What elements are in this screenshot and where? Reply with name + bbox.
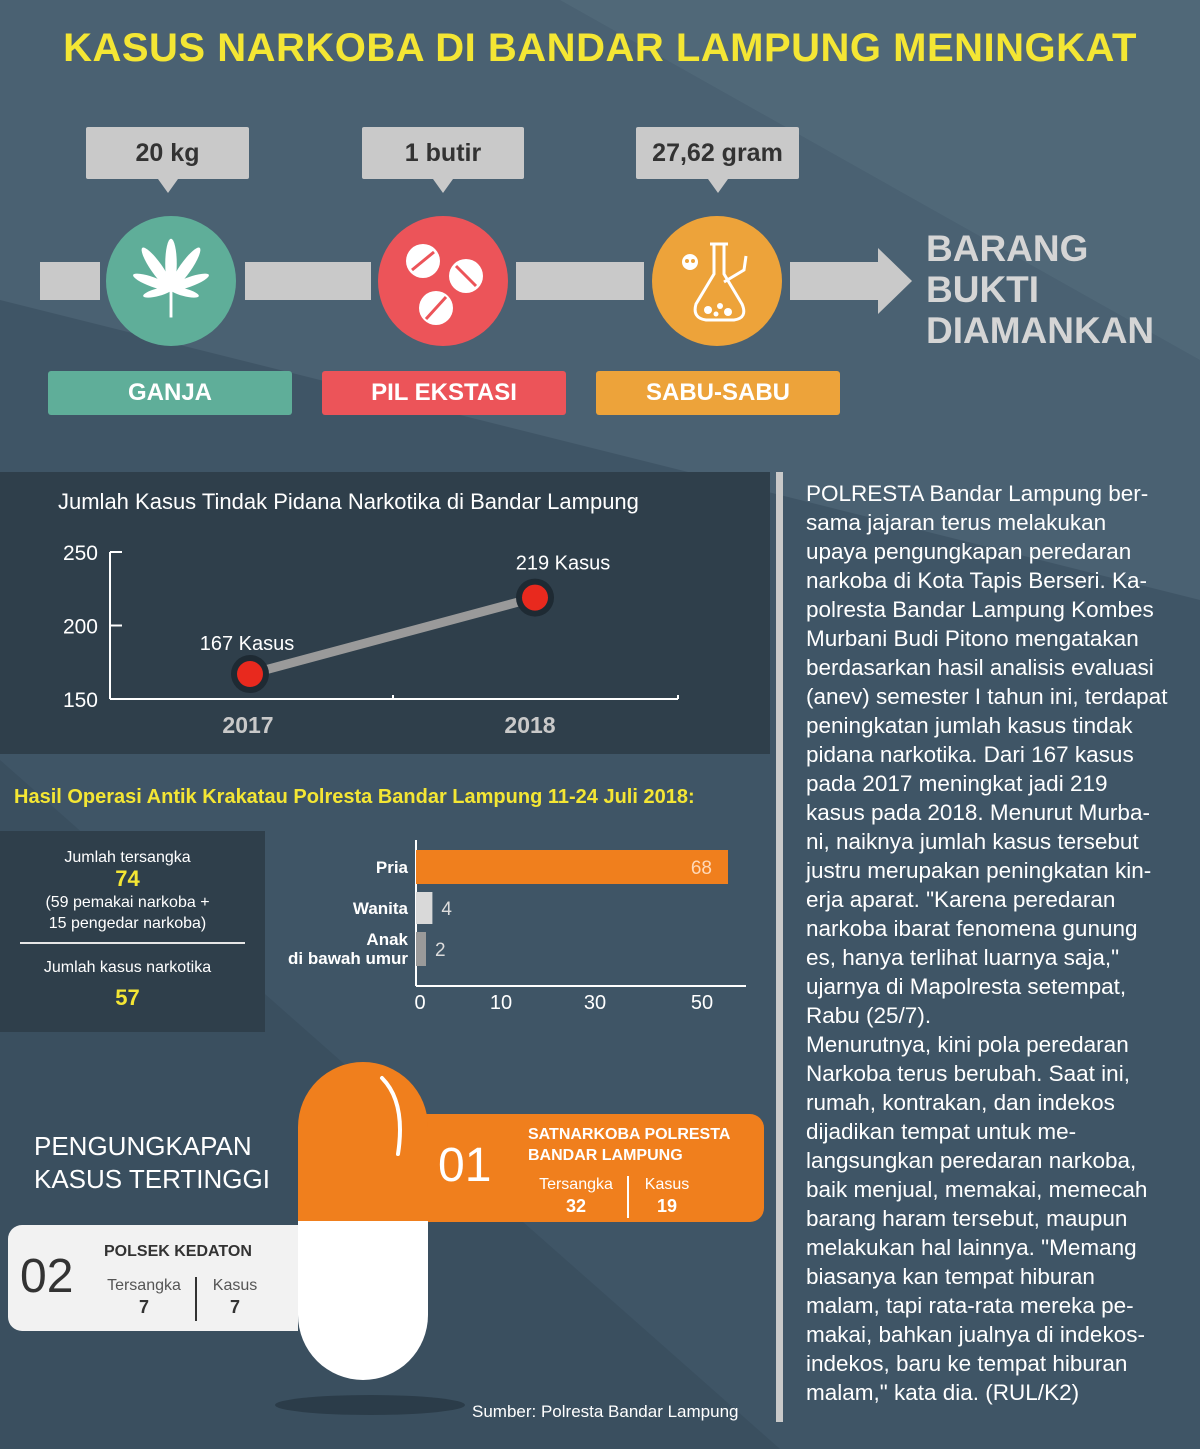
cases-value: 57 xyxy=(115,985,140,1010)
rank-1-name-2: BANDAR LAMPUNG xyxy=(528,1147,683,1164)
line-chart xyxy=(0,530,770,754)
sabu-amount-callout xyxy=(636,127,799,179)
flow-bar-4 xyxy=(790,262,880,300)
operation-results-title: Hasil Operasi Antik Krakatau Polresta Bandar Lampung 11-24 Juli 2018: xyxy=(14,786,695,808)
caption-line-2: BUKTI xyxy=(926,269,1040,310)
flow-bar-3 xyxy=(516,262,644,300)
rank-1-suspects-label: Tersangka xyxy=(539,1176,613,1193)
stats-divider xyxy=(20,942,245,944)
page-title: KASUS NARKOBA DI BANDAR LAMPUNG MENINGKAT xyxy=(63,26,1137,70)
suspects-value: 74 xyxy=(115,866,140,891)
rank-1-suspects-value: 32 xyxy=(565,1196,587,1216)
rank-2-card xyxy=(8,1225,298,1331)
capsule-shadow xyxy=(270,1385,470,1425)
capsule-icon xyxy=(298,1062,428,1380)
gender-bar-chart xyxy=(260,836,770,1026)
rank-2-suspects-label: Tersangka xyxy=(107,1277,181,1294)
category-label: Wanita xyxy=(352,899,408,918)
caption-line-1: BARANG xyxy=(926,228,1089,269)
rank-1-cases-value: 19 xyxy=(656,1196,678,1216)
top-cases-title xyxy=(34,1130,270,1196)
rank-2-name: POLSEK KEDATON xyxy=(104,1243,252,1260)
sabu-tag xyxy=(596,371,840,415)
rank-1-number: 01 xyxy=(438,1139,492,1192)
x-tick-label: 0 xyxy=(414,992,426,1014)
x-tick-label: 50 xyxy=(690,992,714,1014)
bar xyxy=(416,932,426,966)
top-cases-title-line-2: KASUS TERTINGGI xyxy=(34,1164,270,1194)
source-note: Sumber: Polresta Bandar Lampung xyxy=(472,1402,739,1421)
x-tick-label: 30 xyxy=(583,992,607,1014)
flow-bar-2 xyxy=(245,262,371,300)
y-tick-label: 250 xyxy=(62,542,98,565)
rank-1-name-1: SATNARKOBA POLRESTA xyxy=(528,1126,731,1143)
flow-bar-1 xyxy=(40,262,100,300)
rank-2-suspects-value: 7 xyxy=(138,1297,149,1317)
line-chart-title: Jumlah Kasus Tindak Pidana Narkotika di Bandar Lampung xyxy=(58,489,639,514)
data-point xyxy=(522,585,548,611)
ekstasi-amount-callout xyxy=(362,127,524,179)
evidence-caption xyxy=(926,228,1154,351)
caption-line-3: DIAMANKAN xyxy=(926,310,1155,351)
sabu-amount: 27,62 gram xyxy=(652,138,783,167)
article-text: POLRESTA Bandar Lampung ber- sama jajaran terus melakukan upaya pengungkapan peredaran narkoba di Kota Tapis Berseri. Ka- polresta Bandar Lampung Kombes Murbani Budi Pitono mengatakan berdasarkan hasil analisis evaluasi (anev) semester I tahun ini, terdapat peningkatan jumlah kasus tindak pidana narkotika. Dari 167 kasus pada 2017 meningkat jadi 219 kasus pada 2018. Menurut Murba- ni, naiknya jumlah kasus tersebut justru merupakan peningkatan kin- erja aparat. "Karena peredaran narkoba ibarat fenomena gunung es, hanya terlihat luarnya saja," ujarnya di Mapolresta setempat, Rabu (25/7). Menurutnya, kini pola peredaran Narkoba terus berubah. Saat ini, rumah, kontrakan, dan indekos dijadikan tempat untuk me- langsungkan peredaran narkoba, baik menjual, memakai, memecah barang haram tersebut, maupun melakukan hal lainnya. "Memang biasanya kan tempat hiburan malam, tapi rata-rata mereka pe- makai, bahkan jualnya di indekos- indekos, baru ke tempat hiburan malam," kata dia. (RUL/K2) xyxy=(806,481,1168,1405)
x-tick-label: 2017 xyxy=(222,712,274,738)
x-tick-label: 10 xyxy=(489,992,513,1014)
value-label: 68 xyxy=(690,858,712,879)
category-label: Anak xyxy=(366,930,408,949)
rank-1-cases-label: Kasus xyxy=(644,1176,690,1193)
y-tick-label: 150 xyxy=(62,689,98,712)
top-cases-title-line-1: PENGUNGKAPAN xyxy=(34,1131,252,1161)
sabu-label: SABU-SABU xyxy=(646,379,790,406)
cases-label: Jumlah kasus narkotika xyxy=(43,959,212,976)
lab-flask-skull-icon xyxy=(652,216,782,346)
cannabis-leaf-icon xyxy=(106,216,236,346)
value-label: 2 xyxy=(435,940,446,961)
rank-2-cases-value: 7 xyxy=(229,1297,240,1317)
ganja-tag xyxy=(48,371,292,415)
ekstasi-tag xyxy=(322,371,566,415)
rank-1-card xyxy=(424,1114,764,1222)
ganja-amount: 20 kg xyxy=(135,138,200,167)
data-label: 167 Kasus xyxy=(199,633,295,656)
flow-arrow-icon xyxy=(878,248,914,314)
rank-1-divider xyxy=(627,1176,629,1218)
data-point xyxy=(237,661,263,687)
column-divider xyxy=(776,472,783,1422)
suspects-note-2: 15 pengedar narkoba) xyxy=(48,915,207,932)
suspects-note-1: (59 pemakai narkoba + xyxy=(45,894,210,911)
suspects-label: Jumlah tersangka xyxy=(64,849,191,866)
category-label: Pria xyxy=(375,858,408,877)
pills-icon xyxy=(378,216,508,346)
bar xyxy=(416,892,432,924)
data-label: 219 Kasus xyxy=(515,552,611,575)
ganja-amount-callout xyxy=(86,127,249,179)
category-label: di bawah umur xyxy=(288,949,408,968)
ekstasi-label: PIL EKSTASI xyxy=(371,379,517,406)
ganja-label: GANJA xyxy=(127,379,212,406)
value-label: 4 xyxy=(441,899,452,920)
bar xyxy=(416,850,728,884)
rank-2-divider xyxy=(195,1277,197,1321)
y-tick-label: 200 xyxy=(62,615,98,639)
ekstasi-amount: 1 butir xyxy=(404,138,482,167)
rank-2-number: 02 xyxy=(20,1250,74,1303)
x-tick-label: 2018 xyxy=(504,712,556,738)
rank-2-cases-label: Kasus xyxy=(212,1277,258,1294)
